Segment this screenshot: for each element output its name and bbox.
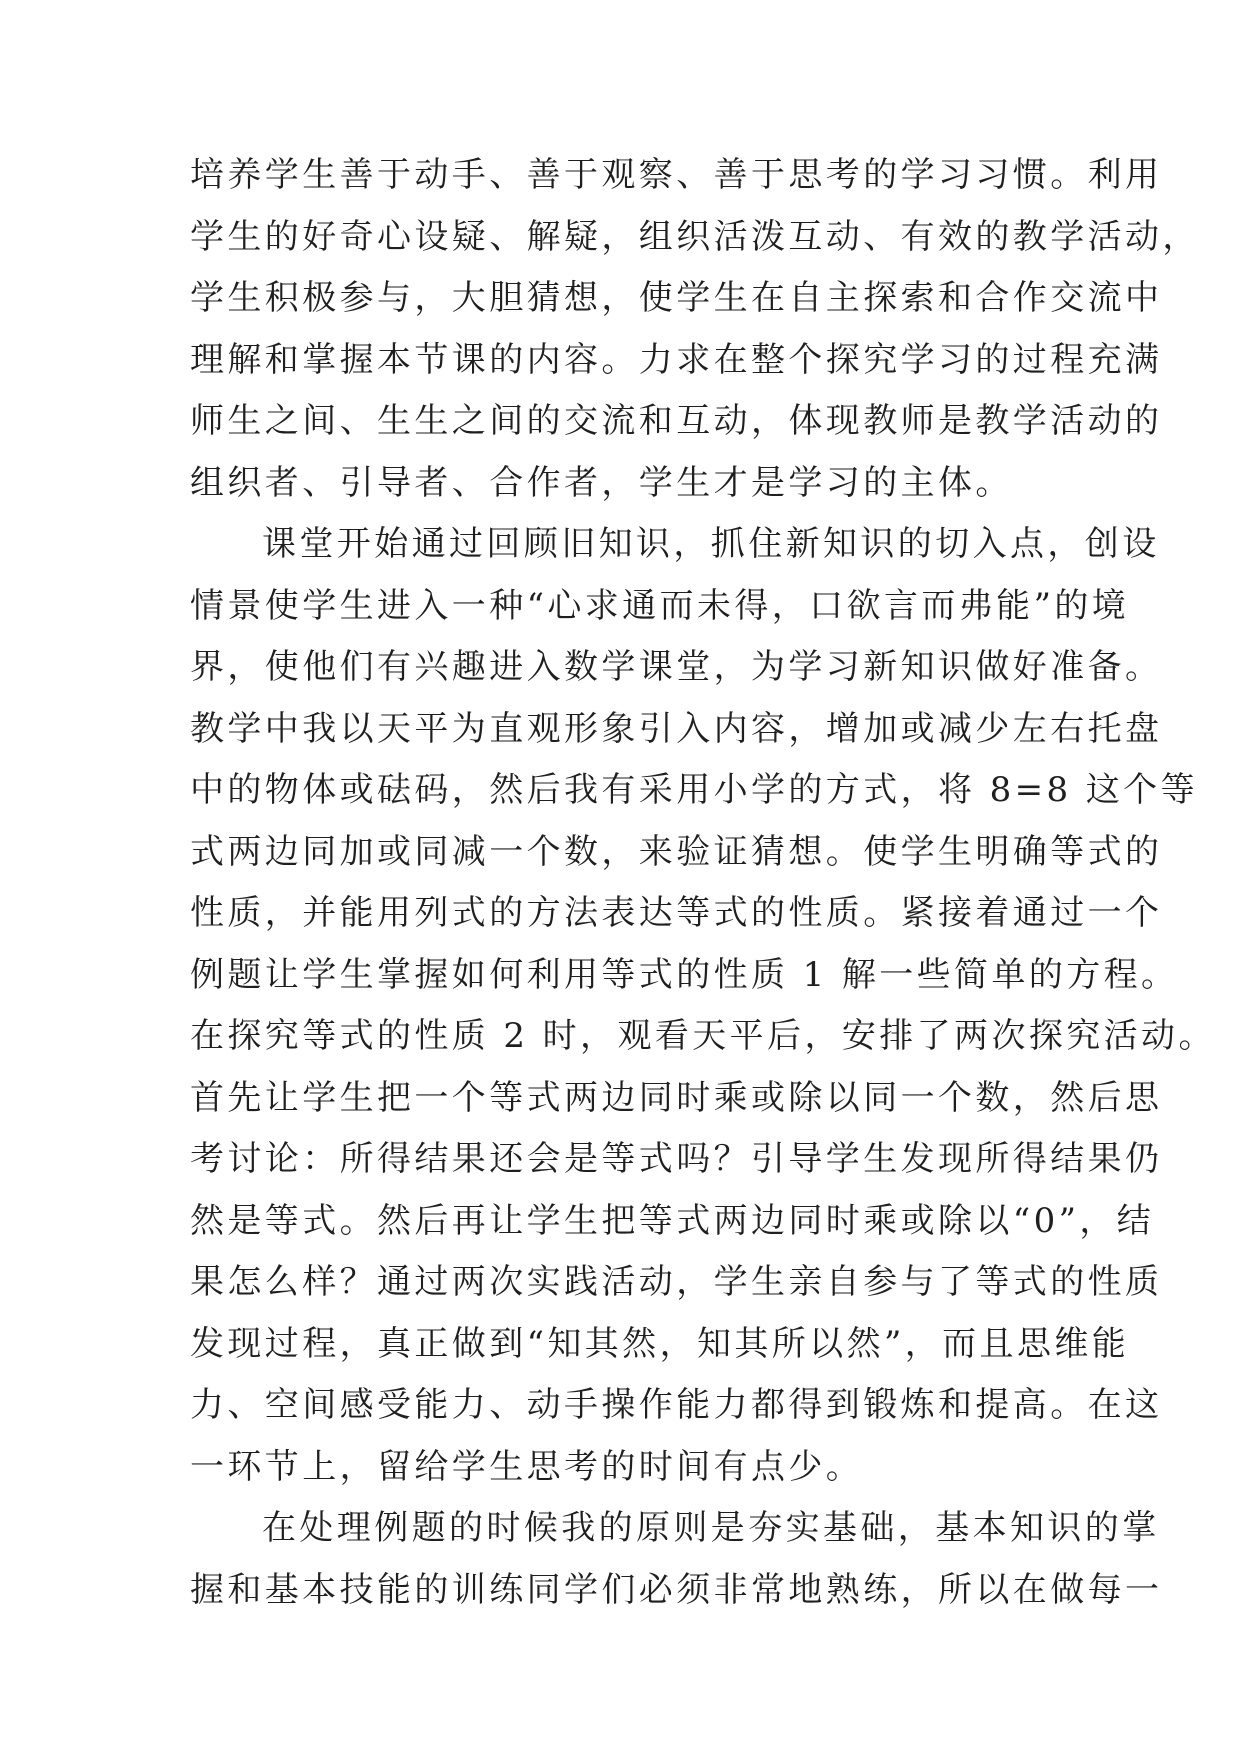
text-line: 式两边同加或同减一个数，来验证猜想。使学生明确等式的: [190, 831, 1163, 872]
text-line: 例题让学生掌握如何利用等式的性质 1 解一些简单的方程。: [190, 954, 1179, 995]
text-line: 组织者、引导者、合作者，学生才是学习的主体。: [190, 462, 1013, 503]
text-line: 果怎么样？通过两次实践活动，学生亲自参与了等式的性质: [190, 1262, 1163, 1302]
text-line: 界，使他们有兴趣进入数学课堂，为学习新知识做好准备。: [190, 647, 1163, 687]
text-line: 理解和掌握本节课的内容。力求在整个探究学习的过程充满: [190, 339, 1163, 380]
text-line: 中的物体或砝码，然后我有采用小学的方式，将 8=8 这个等: [190, 770, 1198, 810]
text-line: 性质，并能用列式的方法表达等式的性质。紧接着通过一个: [190, 893, 1163, 933]
text-line: 学生的好奇心设疑、解疑，组织活泼互动、有效的教学活动，: [190, 216, 1200, 257]
text-line: 学生积极参与，大胆猜想，使学生在自主探索和合作交流中: [190, 278, 1163, 318]
paragraph-start-line: 在处理例题的时候我的原则是夯实基础，基本知识的掌: [262, 1508, 1160, 1548]
paragraph-start-line: 课堂开始通过回顾旧知识，抓住新知识的切入点，创设: [262, 524, 1160, 564]
document-body: [190, 145, 1216, 1621]
text-line: 师生之间、生生之间的交流和互动，体现教师是教学活动的: [190, 401, 1163, 441]
text-line: 教学中我以天平为直观形象引入内容，增加或减少左右托盘: [190, 708, 1163, 749]
text-line: 培养学生善于动手、善于观察、善于思考的学习习惯。利用: [190, 155, 1163, 195]
text-line: 情景使学生进入一种“心求通而未得，口欲言而弗能”的境: [190, 585, 1130, 626]
text-line: 发现过程，真正做到“知其然，知其所以然”，而且思维能: [190, 1323, 1130, 1364]
text-line: 考讨论：所得结果还会是等式吗？引导学生发现所得结果仍: [190, 1139, 1163, 1179]
text-line: 然是等式。然后再让学生把等式两边同时乘或除以“0”，结: [190, 1200, 1155, 1241]
text-line: 力、空间感受能力、动手操作能力都得到锻炼和提高。在这: [190, 1385, 1163, 1425]
text-line: 握和基本技能的训练同学们必须非常地熟练，所以在做每一: [190, 1569, 1163, 1610]
text-line: 在探究等式的性质 2 时，观看天平后，安排了两次探究活动。: [190, 1016, 1216, 1056]
text-line: 首先让学生把一个等式两边同时乘或除以同一个数，然后思: [190, 1077, 1163, 1118]
text-line: 一环节上，留给学生思考的时间有点少。: [190, 1446, 864, 1487]
